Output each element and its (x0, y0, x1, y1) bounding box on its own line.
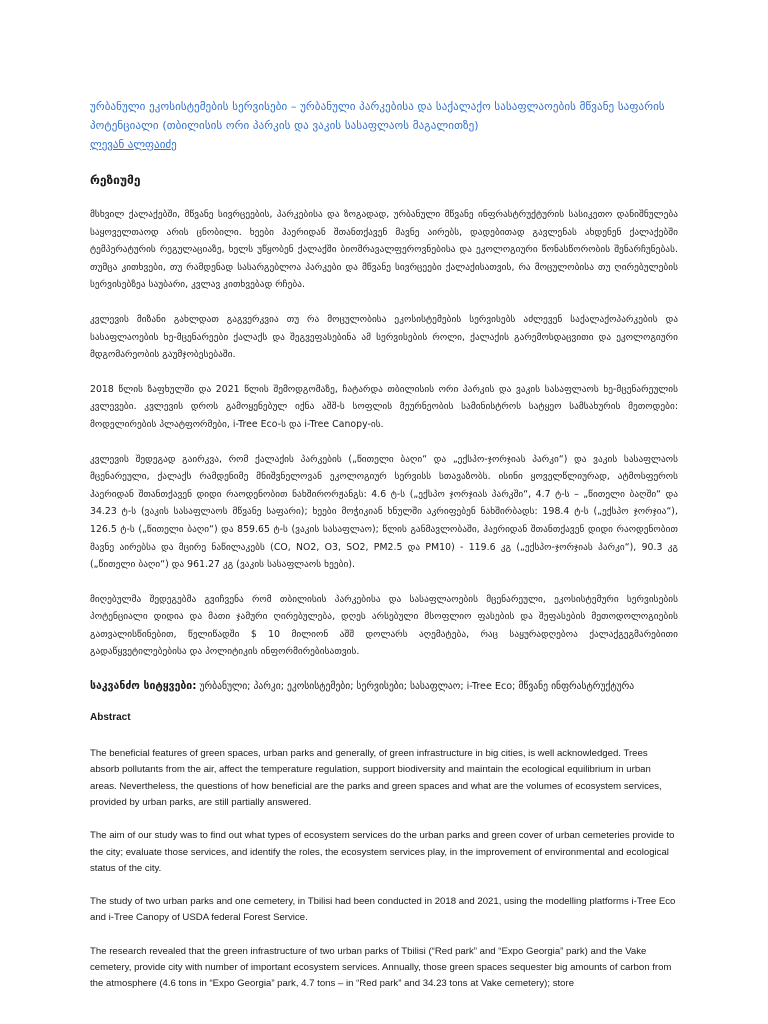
keywords-label: საკვანძო სიტყვები: (90, 680, 197, 693)
abstract-ka-paragraph-5: მიღებულმა შედეგებმა გვიჩვენა რომ თბილისის პარკებისა და სასაფლაოების მცენარეული, ეკოსისტემური სერვისების პოტენციალი დიდია და მათი ჯამური ღირებულება, დღეს არსებული მსოფლიო ფასების და შეფასების მეთოდოლოგიების გათვალისწინებით, წელიწადში $ 10 მილიონ აშშ დოლარს აღემატება, რაც საყურადღებოა ქალაქგეგმარებითი გადაწყვეტილებებისა და პოლიტიკის ინფორმირებისათვის. (90, 593, 678, 658)
abstract-ka-heading: რეზიუმე (90, 173, 141, 187)
keywords-list: ურბანული; პარკი; ეკოსისტემები; სერვისები; სასაფლაო; i-Tree Eco; მწვანე ინფრასტრუქტურა (196, 681, 635, 693)
paper-title: ურბანული ეკოსისტემების სერვისები – ურბანული პარკებისა და საქალაქო სასაფლაოების მწვანე საფარის პოტენციალი (თბილისის ორი პარკის და ვაკის სასაფლაოს მაგალითზე) (90, 100, 665, 132)
abstract-en-heading: Abstract (90, 712, 131, 724)
abstract-ka-paragraph-4: კვლევის შედეგად გაირკვა, რომ ქალაქის პარკების („წითელი ბაღი“ და „ექსპო-ჯორჯიას პარკი“) და ვაკის სასაფლაოს მცენარეული, ქალაქს რამდენიმე მნიშვნელოვან ეკოლოგიურ სერვისს სთავაზობს. ისინი ყოველწლიურად, ატმოსფეროს ჰაერიდან შთანთქავენ დიდი რაოდენობით ნახშირორჟანგს: 4.6 ტ-ს („ექსპო ჯორჯიას პარკში“, 4.7 ტ-ს – „წითელი ბაღში“ და 34.23 ტ-ს (ვაკის სასაფლაოს მწვანე საფარი); ხეები მოჭიკიან ხნულში აკრიფებენ ნახშირბადს: 198.4 ტ-ს („ექსპო ჯორჯია“), 126.5 ტ-ს („წითელი ბაღი“) და 859.65 ტ-ს (ვაკის სასაფლაო); წლის განმავლობაში, ჰაერიდან შთანთქავენ დიდი რაოდენობით მავნე აირებსა და მცირე ნაწილაკებს (CO, NO2, O3, SO2, PM2.5 და PM10) - 119.6 კგ („ექსპო-ჯორჯიას პარკი“), 90.3 კგ („წითელი ბაღი“) და 961.27 კგ (ვაკის სასაფლაოს ხეები). (90, 453, 678, 571)
abstract-ka-paragraph-1: მსხვილ ქალაქებში, მწვანე სივრცეების, პარკებისა და ზოგადად, ურბანული მწვანე ინფრასტრუქტურის სასიკეთო დანიშნულება საყოველთაოდ არის ცნობილი. ხეები ჰაერიდან შთანთქავენ მავნე აირებს, დადებითად გავლენას ახდენენ ქალაქებში ტემპერატურის რეგულაციაზე, ხელს უწყობენ ქალაქში ბიომრავალფეროვნებისა და ეკოლოგიური წონასწორობის შენარჩუნებას. თუმცა კითხვები, თუ რამდენად სასარგებლოა პარკები და მწვანე სივრცეები ქალაქისათვის, რა მოცულობისა თუ ღირებულების სერვისებზეა საუბარი, კვლავ კითხვებად რჩება. (90, 209, 678, 291)
abstract-en-paragraph-1: The beneficial features of green spaces, urban parks and generally, of green infrastructure in big cities, is well acknowledged. Trees absorb pollutants from the air, affect the temperature regulation, support biodiversity and maintain the ecological equilibrium in urban areas. Nevertheless, the questions of how beneficial are the parks and green spaces and what are the volumes of ecosystem services, provided by urban parks, are still partially answered. (90, 748, 662, 808)
paper-page (90, 97, 678, 993)
keywords-line (90, 678, 678, 695)
abstract-ka-paragraph-2: კვლევის მიზანი გახლდათ გაგვერკვია თუ რა მოცულობისა ეკოსისტემების სერვისებს აძლევენ საქალაქოპარკების და სასაფლაოების ხე-მცენარეები ქალაქს და შეგვეფასებინა ამ სერვისების როლი, ქალაქის გარემოსდაცვითი და ეკოლოგიური მდგომარეობის გაუმჯობესებაში. (90, 313, 678, 361)
abstract-en-paragraph-4: The research revealed that the green infrastructure of two urban parks of Tbilisi (“Red park” and “Expo Georgia” park) and the Vake cemetery, provide city with number of important ecosystem services. Annually, those green spaces sequester big amounts of carbon from the atmosphere (4.6 tons in “Expo Georgia” park, 4.7 tons – in “Red park” and 34.23 tons at Vake cemetery); store (90, 945, 672, 990)
abstract-ka-paragraph-3: 2018 წლის ზაფხულში და 2021 წლის შემოდგომაზე, ჩატარდა თბილისის ორი პარკის და ვაკის სასაფლაოს ხე-მცენარეულის კვლევები. კვლევის დროს გამოყენებულ იქნა აშშ-ს სოფლის მეურნეობის სამინისტროს სატყეო სამსახურის მეთოდები: მოდელირების პლატფორმები, i-Tree Eco-ს და i-Tree Canopy-ის. (90, 383, 678, 430)
abstract-en-paragraph-3: The study of two urban parks and one cemetery, in Tbilisi had been conducted in 2018 and 2021, using the modelling platforms i-Tree Eco and i-Tree Canopy of USDA federal Forest Service. (90, 896, 676, 924)
author-link[interactable]: ლევან ალფაიძე (90, 138, 177, 151)
abstract-en-paragraph-2: The aim of our study was to find out what types of ecosystem services do the urban parks and green cover of urban cemeteries provide to the city; evaluate those services, and identify the roles, the ecosystem services play, in the improvement of environmental and ecological status of the city. (90, 830, 675, 874)
